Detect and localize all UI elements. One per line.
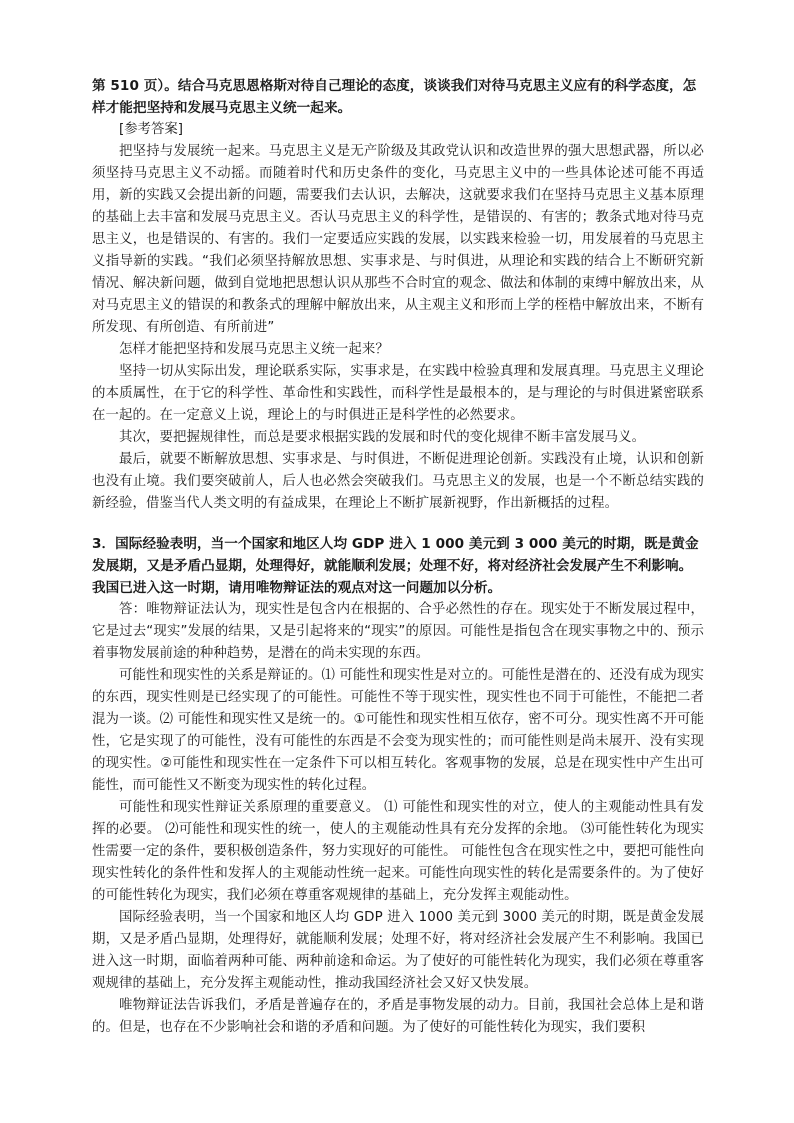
q1-paragraph-3: 坚持一切从实际出发，理论联系实际，实事求是，在实践中检验真理和发展真理。马克思主义理论的本质属性，在于它的科学性、革命性和实践性，而科学性是最根本的，是与理论的与时俱进紧密联系在一起的。在一定意义上说，理论上的与时俱进正是科学性的必然要求。 <box>92 364 704 423</box>
question-3-heading: 3．国际经验表明，当一个国家和地区人均 GDP 进入 1 000 美元到 3 000 美元的时期，既是黄金发展期，又是矛盾凸显期，处理得好，就能顺利发展；处理不好，将对经济社会发展产生不利影响。我国已进入这一时期，请用唯物辩证法的观点对这一问题加以分析。 <box>92 536 699 596</box>
q3-paragraph-2: 可能性和现实性的关系是辩证的。⑴ 可能性和现实性是对立的。可能性是潜在的、还没有成为现实的东西，现实性则是已经实现了的可能性。可能性不等于现实性，现实性也不同于可能性，不能把二者混为一谈。⑵ 可能性和现实性又是统一的。①可能性和现实性相互依存，密不可分。现实性离不开可能性，它是实现了的可能性，没有可能性的东西是不会变为现实性的；而可能性则是尚未展开、没有实现的现实性。②可能性和现实性在一定条件下可以相互转化。客观事物的发展，总是在现实性中产生出可能性，而可能性又不断变为现实性的转化过程。 <box>92 668 704 793</box>
q1-paragraph-5: 最后，就要不断解放思想、实事求是、与时俱进，不断促进理论创新。实践没有止境，认识和创新也没有止境。我们要突破前人，后人也必然会突破我们。马克思主义的发展，也是一个不断总结实践的新经验，借鉴当代人类文明的有益成果，在理论上不断扩展新视野，作出新概括的过程。 <box>92 452 704 511</box>
q3-paragraph-1: 答：唯物辩证法认为，现实性是包含内在根据的、合乎必然性的存在。现实处于不断发展过程中，它是过去“现实”发展的结果，又是引起将来的“现实”的原因。可能性是指包含在现实事物之中的、预示着事物发展前途的种种趋势，是潜在的尚未实现的东西。 <box>92 602 704 661</box>
q1-paragraph-2: 怎样才能把坚持和发展马克思主义统一起来？ <box>119 342 389 357</box>
q3-paragraph-4: 国际经验表明，当一个国家和地区人均 GDP 进入 1000 美元到 3000 美元的时期，既是黄金发展期，又是矛盾凸显期，处理得好，就能顺利发展；处理不好，将对经济社会发展产生不利影响。我国已进入这一时期，面临着两种可能、两种前途和命运。为了使好的可能性转化为现实，我们必须在尊重客观规律的基础上，充分发挥主观能动性，推动我国经济社会又好又快发展。 <box>92 910 704 991</box>
question-3-section <box>92 533 704 1039</box>
reference-answer-label: [参考答案] <box>119 122 184 137</box>
q3-paragraph-3: 可能性和现实性辩证关系原理的重要意义。 ⑴ 可能性和现实性的对立，使人的主观能动性具有发挥的必要。 ⑵可能性和现实性的统一，使人的主观能动性具有充分发挥的余地。 ⑶可能性转化为现实性需要一定的条件，要积极创造条件，努力实现好的可能性。 可能性包含在现实性之中，要把可能性向现实性转化的条件性和发挥人的主观能动性统一起来。可能性向现实性的转化是需要条件的。为了使好的可能性转化为现实，我们必须在尊重客观规律的基础上，充分发挥主观能动性。 <box>92 800 704 903</box>
q1-paragraph-4: 其次，要把握规律性，而总是要求根据实践的发展和时代的变化规律不断丰富发展马义。 <box>119 430 646 445</box>
question-1-heading: 第 510 页）。结合马克思恩格斯对待自己理论的态度，谈谈我们对待马克思主义应有的科学态度，怎样才能把坚持和发展马克思主义统一起来。 <box>92 78 697 116</box>
question-1-section <box>92 75 704 515</box>
q3-paragraph-5: 唯物辩证法告诉我们，矛盾是普遍存在的，矛盾是事物发展的动力。目前，我国社会总体上是和谐的。但是，也存在不少影响社会和谐的矛盾和问题。为了使好的可能性转化为现实，我们要积 <box>92 998 704 1035</box>
q1-paragraph-1: 把坚持与发展统一起来。马克思主义是无产阶级及其政党认识和改造世界的强大思想武器，所以必须坚持马克思主义不动摇。而随着时代和历史条件的变化，马克思主义中的一些具体论述可能不再适用，新的实践又会提出新的问题，需要我们去认识，去解决，这就要求我们在坚持马克思主义基本原理的基础上去丰富和发展马克思主义。否认马克思主义的科学性，是错误的、有害的；教条式地对待马克思主义，也是错误的、有害的。我们一定要适应实践的发展，以实践来检验一切，用发展着的马克思主义指导新的实践。“我们必须坚持解放思想、实事求是、与时俱进，从理论和实践的结合上不断研究新情况、解决新问题，做到自觉地把思想认识从那些不合时宜的观念、做法和体制的束缚中解放出来，从对马克思主义的错误的和教条式的理解中解放出来，从主观主义和形而上学的桎梏中解放出来，不断有所发现、有所创造、有所前进” <box>92 144 704 335</box>
